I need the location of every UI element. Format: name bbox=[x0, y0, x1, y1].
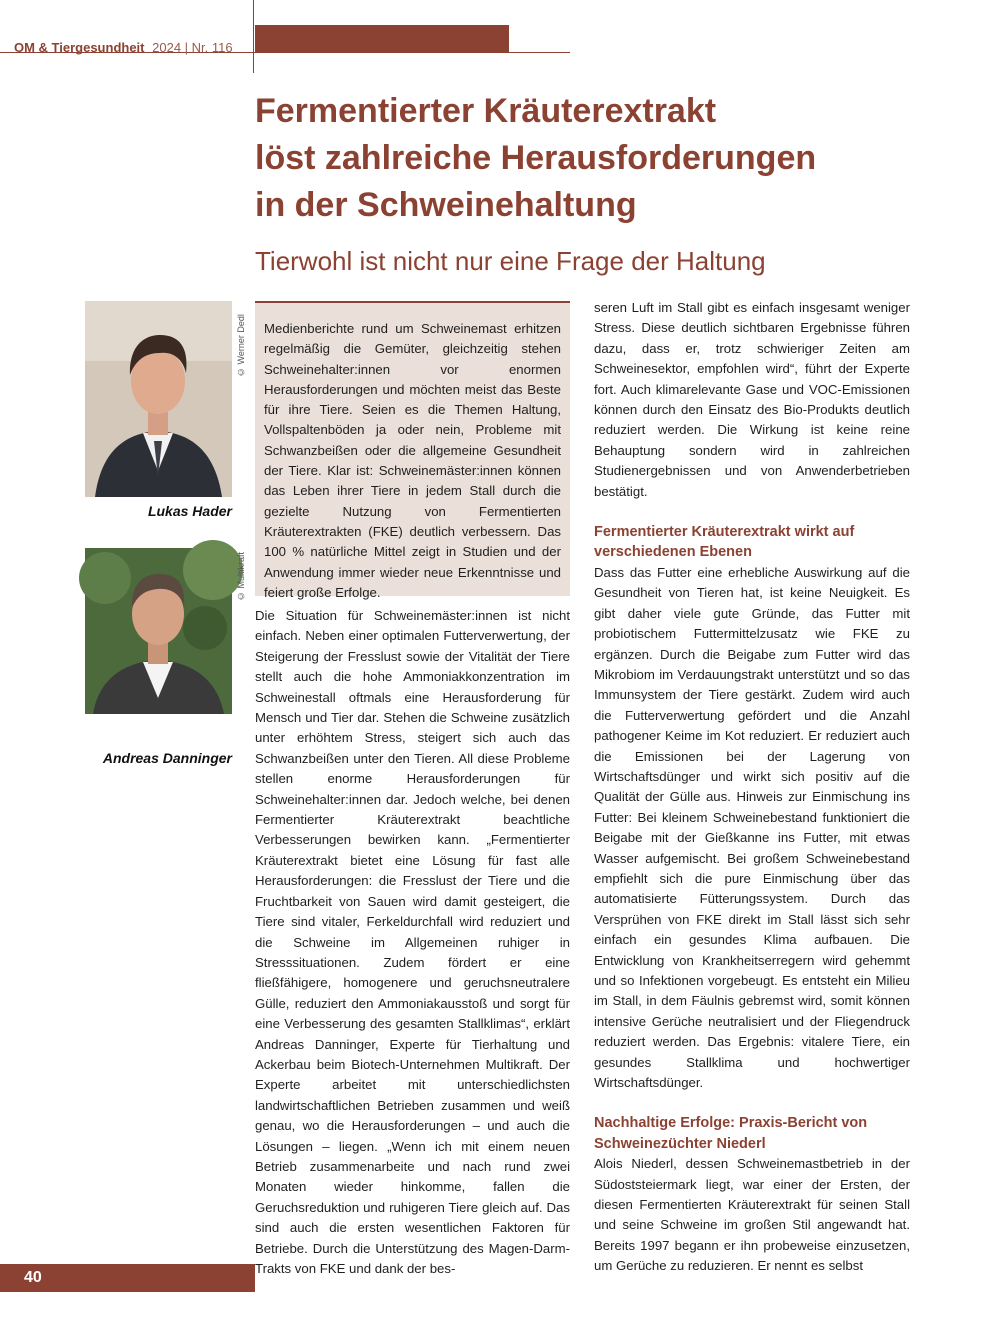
magazine-name: OM & Tiergesundheit bbox=[14, 40, 145, 55]
body-column-2 bbox=[594, 298, 910, 1274]
issue-info: 2024 | Nr. 116 bbox=[152, 40, 233, 55]
body-paragraph: seren Luft im Stall gibt es einfach insgesamt weniger Stress. Diese deutlich sichtbaren Ergebnisse führen dazu, dass er, trotz schwieriger Zeiten am Schweinesektor, empfohlen wird“, führt der Experte fort. Auch klimarelevante Gase und VOC-Emissionen können durch den Einsatz des Bio-Produkts deutlich reduziert werden. Die Wirkung ist keine reine Behauptung sondern wird in zahlreichen Studienergebnissen und von Anwenderbetrieben bestätigt. bbox=[594, 300, 910, 499]
body-paragraph: Dass das Futter eine erhebliche Auswirkung auf die Gesundheit von Tieren hat, ist keine Neuigkeit. Es gibt daher viele gute Gründe, das Futter mit probiotischem Futtermittelzusatz wie FKE zu ergänzen. Durch die Beigabe zum Futter wird das Mikrobiom im Verdauungstrakt unterstützt und so das Immunsystem der Tiere gestärkt. Zudem wird auch die Futterverwertung gefördert und die Anzahl pathogener Keime im Kot reduziert. Er reduziert auch die Emissionen bei der Lagerung von Wirtschaftsdünger und wirkt sich positiv auf die Qualität der Gülle aus. Hinweis zur Einmischung ins Futter: Bei kleinem Schweinebestand funktioniert die Beigabe mit der Gießkanne ins Futter, mit etwas Wasser aufgemischt. Bei großem Schweinebestand empfiehlt sich die pure Einmischung über das automatisierte Fütterungssystem. Durch das Versprühen von FKE direkt im Stall lässt sich sehr einfach ein gesundes Klima aufbauen. Die Entwicklung von Krankheitserregern wird gehemmt und so Infektionen vorgebeugt. Es entsteht ein Milieu im Stall, in dem Fäulnis gebremst wird, somit können intensive Gerüche neutralisiert und der Fliegendruck reduziert werden. Das Ergebnis: vitalere Tiere, ein gesundes Stallklima und hochwertiger Wirtschaftsdünger. bbox=[594, 564, 910, 1091]
title-line: Fermentierter Kräuterextrakt bbox=[255, 92, 717, 130]
title-line: löst zahlreiche Herausforderungen bbox=[255, 139, 817, 177]
title-line: in der Schweinehaltung bbox=[255, 186, 637, 224]
section-heading: Fermentierter Kräuterextrakt wirkt auf verschiedenen Ebenen bbox=[594, 524, 855, 561]
author-name: Lukas Hader bbox=[147, 503, 232, 519]
photo-credit: © Werner Dedl bbox=[236, 314, 246, 377]
body-paragraph: Die Situation für Schweinemäster:innen ist nicht einfach. Neben einer optimalen Futterverwertung, der Steigerung der Fresslust sowie der Vitalität der Tiere stellt auch die hohe Ammoniakkonzentration im Schweinestall oftmals eine Herausforderung für Mensch und Tier dar. Stehen die Schweine zusätzlich unter erhöhtem Stress, steigert sich auch das Schwanzbeißen unter den Tieren. All diese Probleme stellen enorme Herausforderungen für Schweinehalter:innen dar. Jedoch welche, bei denen Fermentierter Kräuterextrakt beachtliche Verbesserungen bewirken kann. „Fermentierter Kräuterextrakt bietet eine Lösung für fast alle Herausforderungen: die Fresslust der Tiere und die Fruchtbarkeit von Sauen wird damit gesteigert, die Tiere sind vitaler, Ferkeldurchfall wird reduziert und die Schweine im Allgemeinen ruhiger in Stresssituationen. Zudem fördert er eine fließfähigere, homogenere und geruchsneutralere Gülle, reduziert den Ammoniakausstoß und sorgt für eine Verbesserung des gesamten Stallklimas“, erklärt Andreas Danninger, Experte für Tierhaltung und Ackerbau beim Biotech-Unternehmen Multikraft. Der Experte arbeitet mit unterschiedlichsten landwirtschaftlichen Betrieben zusammen und weiß genau, wo die Herausforderungen – und auch die Lösungen – liegen. „Wenn ich mit einem neuen Betrieb zusammenarbeite und nach rund zwei Monaten wieder hinkomme, fallen die Geruchsreduktion und ruhigeren Tiere gleich auf. Das sind auch die ersten wesentlichen Faktoren für Betriebe. Durch die Unterstützung des Magen-Darm-Trakts von FKE und dank der bes- bbox=[255, 608, 570, 1276]
header-divider-vertical bbox=[253, 0, 254, 73]
header-accent-bar bbox=[255, 25, 509, 52]
author-name: Andreas Danninger bbox=[102, 750, 232, 766]
spacer bbox=[594, 1093, 910, 1113]
spacer bbox=[594, 502, 910, 522]
author-photo-lukas-hader bbox=[85, 301, 232, 497]
section-heading: Nachhaltige Erfolge: Praxis-Bericht von Schweinezüchter Niederl bbox=[594, 1115, 868, 1152]
photo-credit: © Multikraft bbox=[236, 551, 246, 601]
intro-box: Medienberichte rund um Schweinemast erhitzen regelmäßig die Gemüter, gleichzeitig stehen Schweinehalter:innen vor enormen Herausforderungen und möchten meist das Beste für ihre Tiere. Seien es die Themen Haltung, Vollspaltenböden ja oder nein, Probleme mit Schwanzbeißen oder die allgemeine Gesundheit der Tiere. Klar ist: Schweinemäster:innen können das Leben ihrer Tiere in jedem Stall durch die gezielte Nutzung von Fermentierten Kräuterextrakten (FKE) deutlich verbessern. Das 100 % natürliche Mittel zeigt in Studien und der Anwendung immer wieder neue Erkenntnisse und feiert große Erfolge. bbox=[255, 301, 570, 596]
page-number: 40 bbox=[24, 1269, 42, 1286]
running-header bbox=[14, 40, 233, 55]
body-column-1 bbox=[255, 606, 570, 1276]
author-photo-andreas-danninger bbox=[85, 548, 232, 714]
body-paragraph: Alois Niederl, dessen Schweinemastbetrieb in der Südoststeiermark liegt, war einer der Ersten, der diesen Fermentierten Kräuterextrakt für seinen Stall und seine Schweine im großen Stil angewandt hat. Bereits 1997 begann er ihn probeweise einzusetzen, um Gerüche zu reduzieren. Er nennt es selbst bbox=[594, 1156, 910, 1274]
article-subtitle: Tierwohl ist nicht nur eine Frage der Haltung bbox=[255, 246, 766, 276]
article-title bbox=[255, 88, 955, 229]
